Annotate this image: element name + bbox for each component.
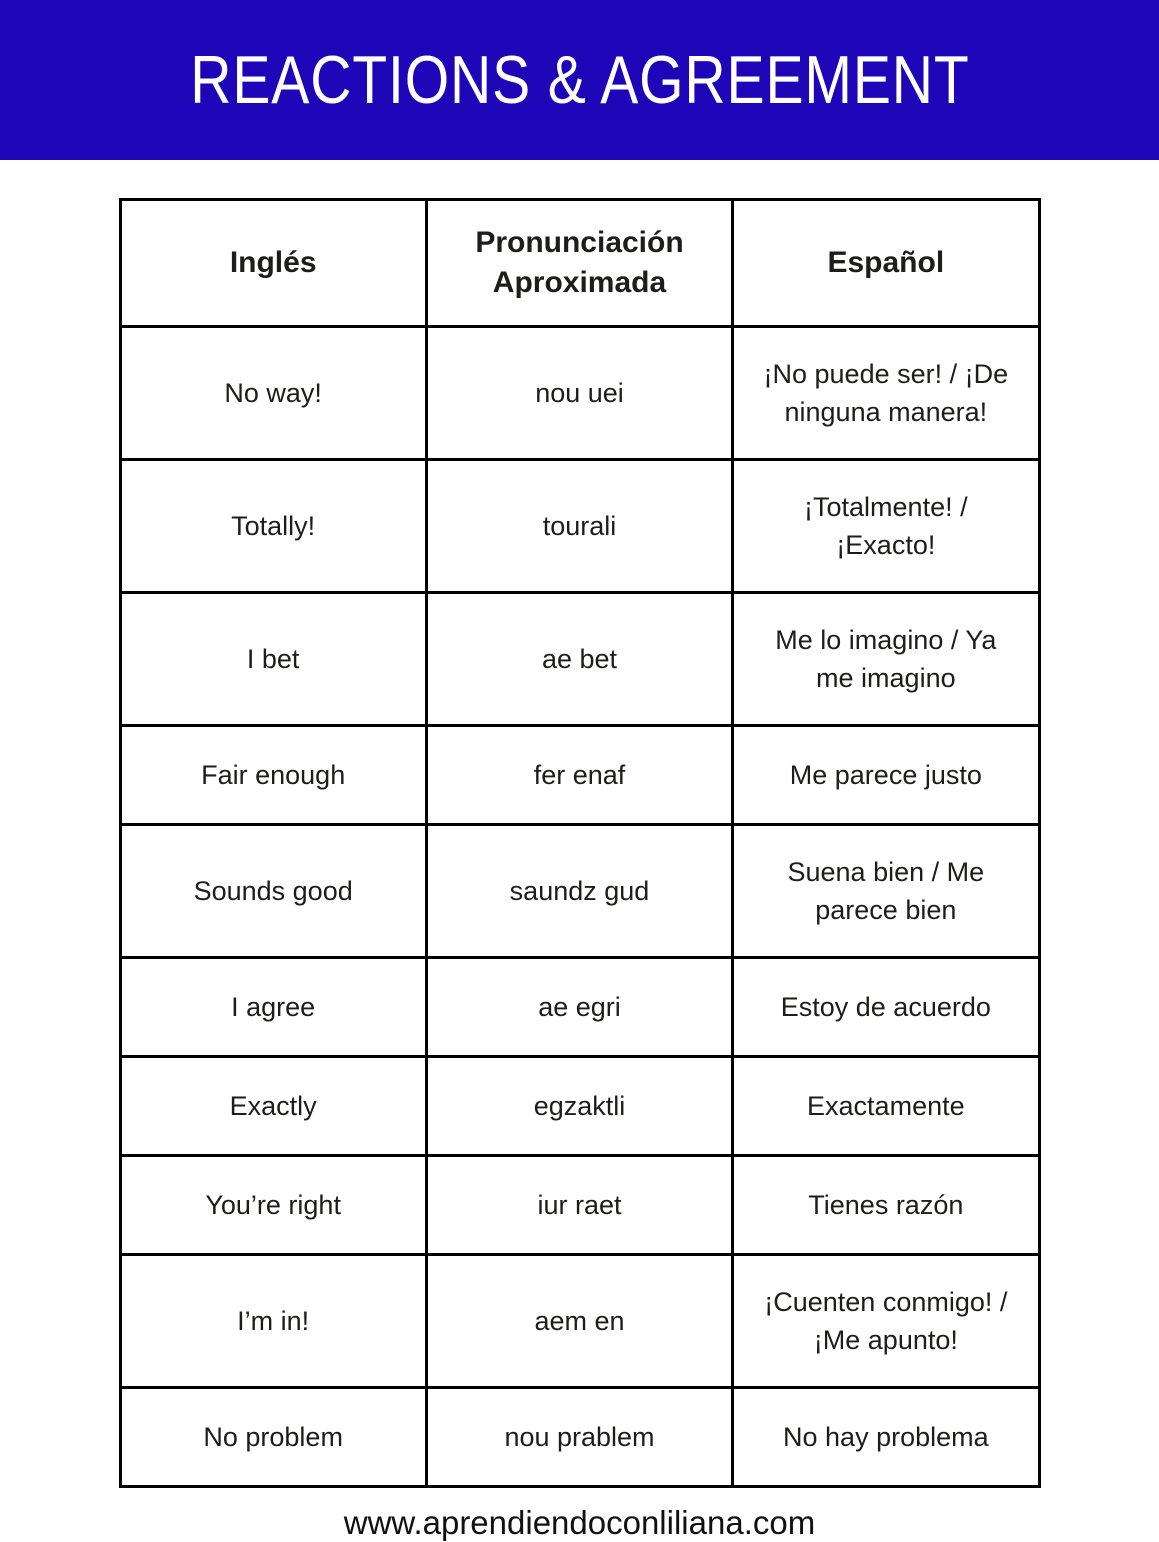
table-cell: Fair enough [120,726,426,825]
table-row [120,1255,1039,1388]
table-row [120,1388,1039,1487]
table-cell: Suena bien / Me parece bien [733,825,1039,958]
table-cell: ae bet [426,593,732,726]
table-cell: Tienes razón [733,1156,1039,1255]
table-cell: Estoy de acuerdo [733,958,1039,1057]
table-cell: iur raet [426,1156,732,1255]
table-cell: ¡Cuenten conmigo! / ¡Me apunto! [733,1255,1039,1388]
table-cell: fer enaf [426,726,732,825]
table-row [120,1156,1039,1255]
table-cell: Sounds good [120,825,426,958]
table-row [120,1057,1039,1156]
table-cell: tourali [426,460,732,593]
column-header-2: Español [733,200,1039,327]
table-cell: No hay problema [733,1388,1039,1487]
table-cell: ¡No puede ser! / ¡De ninguna manera! [733,327,1039,460]
footer-url: www.aprendiendoconliliana.com [343,1504,816,1541]
table-row [120,825,1039,958]
table-cell: aem en [426,1255,732,1388]
header-row [120,200,1039,327]
column-header-1: Pronunciación Aproximada [426,200,732,327]
table-cell: egzaktli [426,1057,732,1156]
page-title: REACTIONS & AGREEMENT [189,42,970,118]
table-cell: I agree [120,958,426,1057]
table-row [120,327,1039,460]
table-cell: Me lo imagino / Ya me imagino [733,593,1039,726]
table-cell: No problem [120,1388,426,1487]
table-cell: Me parece justo [733,726,1039,825]
table-cell: Exactly [120,1057,426,1156]
table-cell: Totally! [120,460,426,593]
table-cell: I bet [120,593,426,726]
table-header [120,200,1039,327]
title-banner [0,0,1159,160]
table-cell: saundz gud [426,825,732,958]
column-header-0: Inglés [120,200,426,327]
table-cell: ¡Totalmente! / ¡Exacto! [733,460,1039,593]
table-row [120,958,1039,1057]
table-cell: Exactamente [733,1057,1039,1156]
table-row [120,726,1039,825]
table-body [120,327,1039,1487]
table-row [120,593,1039,726]
table-cell: You’re right [120,1156,426,1255]
table-cell: nou prablem [426,1388,732,1487]
table-cell: No way! [120,327,426,460]
table-cell: nou uei [426,327,732,460]
table-cell: ae egri [426,958,732,1057]
vocabulary-table [119,198,1041,1488]
table-cell: I’m in! [120,1255,426,1388]
table-row [120,460,1039,593]
